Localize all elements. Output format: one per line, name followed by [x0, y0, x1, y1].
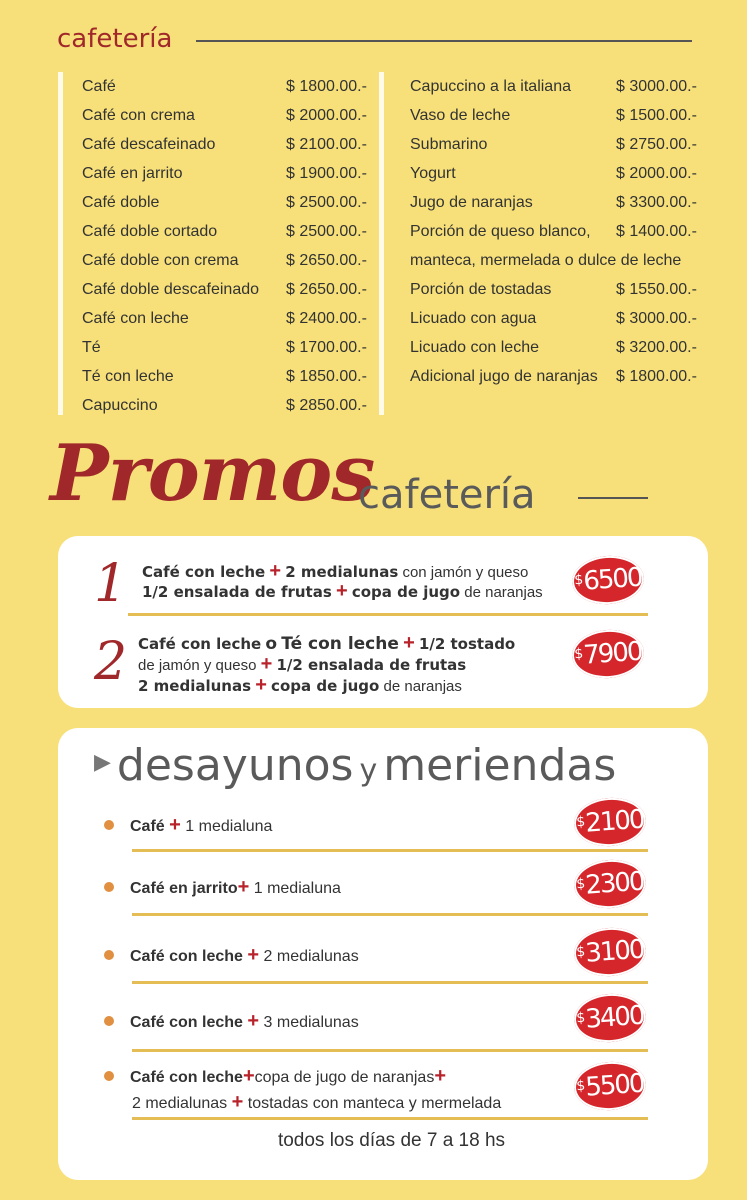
- promo-line: 1/2 ensalada de frutas + copa de jugo de naranjas: [142, 580, 543, 602]
- menu-item: Submarino $ 2750.00.-: [410, 136, 697, 153]
- bullet-icon: [104, 1016, 114, 1026]
- menu-item: Jugo de naranjas $ 3300.00.-: [410, 194, 697, 211]
- menu-item: Porción de queso blanco, $ 1400.00.-: [410, 223, 697, 240]
- hours-note: todos los días de 7 a 18 hs: [277, 1130, 506, 1151]
- price-badge: $3100: [572, 926, 647, 979]
- menu-item: Capuccino a la italiana $ 3000.00.-: [410, 78, 697, 95]
- plus-icon: +: [237, 876, 250, 898]
- menu-column-right: [408, 72, 708, 391]
- promo-line: Café con leche + 2 medialunas con jamón y queso: [142, 560, 529, 582]
- plus-icon: +: [260, 653, 273, 675]
- menu-item: Café descafeinado $ 2100.00.-: [82, 136, 367, 153]
- gold-divider: [132, 913, 648, 916]
- menu-item: Licuado con agua $ 3000.00.-: [410, 310, 697, 327]
- title-divider: [196, 40, 692, 42]
- menu-item: Porción de tostadas $ 1550.00.-: [410, 281, 697, 298]
- breakfast-item: Café con leche+copa de jugo de naranjas+: [104, 1065, 446, 1088]
- gold-divider: [128, 613, 648, 616]
- plus-icon: +: [242, 1065, 255, 1087]
- gold-divider: [132, 981, 648, 984]
- price-badge: $2300: [572, 858, 647, 911]
- menu-column-left: [58, 72, 384, 415]
- menu-item: Café con crema $ 2000.00.-: [82, 107, 367, 124]
- menu-item: Café con leche $ 2400.00.-: [82, 310, 367, 327]
- price-badge: $3400: [572, 992, 647, 1045]
- breakfast-item: Café con leche + 2 medialunas: [104, 944, 359, 967]
- plus-icon: +: [403, 632, 415, 654]
- breakfast-item-continued: 2 medialunas + tostadas con manteca y mermelada: [132, 1091, 502, 1113]
- breakfast-item: Café con leche + 3 medialunas: [104, 1010, 359, 1033]
- plus-icon: +: [247, 1010, 260, 1032]
- plus-icon: +: [169, 814, 181, 836]
- menu-item: Café doble cortado $ 2500.00.-: [82, 223, 367, 240]
- bullet-icon: [104, 820, 114, 830]
- menu-item: Café $ 1800.00.-: [82, 78, 367, 95]
- promo-line: de jamón y queso + 1/2 ensalada de frutas: [138, 653, 467, 675]
- menu-item: Café doble con crema $ 2650.00.-: [82, 252, 367, 269]
- price-badge: $6500: [570, 554, 645, 607]
- plus-icon: +: [335, 580, 348, 602]
- gold-divider: [132, 1049, 648, 1052]
- promo-number: 2: [94, 632, 128, 692]
- menu-item: Café en jarrito $ 1900.00.-: [82, 165, 367, 182]
- plus-icon: +: [434, 1065, 447, 1087]
- plus-icon: +: [247, 944, 260, 966]
- plus-icon: +: [255, 674, 267, 696]
- section-title: cafetería: [57, 24, 173, 54]
- menu-item: Adicional jugo de naranjas $ 1800.00.-: [410, 368, 697, 385]
- plus-icon: +: [231, 1091, 244, 1113]
- breakfast-item: Café en jarrito+ 1 medialuna: [104, 876, 341, 899]
- menu-item: Café doble $ 2500.00.-: [82, 194, 367, 211]
- price-badge: $5500: [572, 1060, 647, 1113]
- menu-item: Té con leche $ 1850.00.-: [82, 368, 367, 385]
- bullet-icon: [104, 1071, 114, 1081]
- menu-item: Licuado con leche $ 3200.00.-: [410, 339, 697, 356]
- bullet-icon: [104, 950, 114, 960]
- desayunos-title: ▶ desayunos y meriendas: [94, 740, 617, 791]
- promos-divider: [578, 497, 648, 499]
- menu-item: Té $ 1700.00.-: [82, 339, 367, 356]
- gold-divider: [132, 1117, 648, 1120]
- menu-item: Café doble descafeinado $ 2650.00.-: [82, 281, 367, 298]
- promo-line: 2 medialunas + copa de jugo de naranjas: [138, 674, 462, 696]
- promo-line: Café con leche o Té con leche + 1/2 tostado: [138, 632, 516, 654]
- menu-item: Capuccino $ 2850.00.-: [82, 397, 367, 414]
- menu-item-continued: manteca, mermelada o dulce de leche: [410, 252, 682, 269]
- promo-number: 1: [94, 554, 128, 614]
- price-badge: $7900: [570, 628, 645, 681]
- promos-subtitle: cafetería: [358, 472, 536, 518]
- promos-title: Promos: [50, 428, 375, 519]
- menu-item: Vaso de leche $ 1500.00.-: [410, 107, 697, 124]
- price-badge: $2100: [572, 796, 647, 849]
- gold-divider: [132, 849, 648, 852]
- triangle-right-icon: ▶: [94, 749, 111, 775]
- bullet-icon: [104, 882, 114, 892]
- breakfast-item: Café + 1 medialuna: [104, 814, 272, 837]
- plus-icon: +: [269, 560, 282, 582]
- menu-item: Yogurt $ 2000.00.-: [410, 165, 697, 182]
